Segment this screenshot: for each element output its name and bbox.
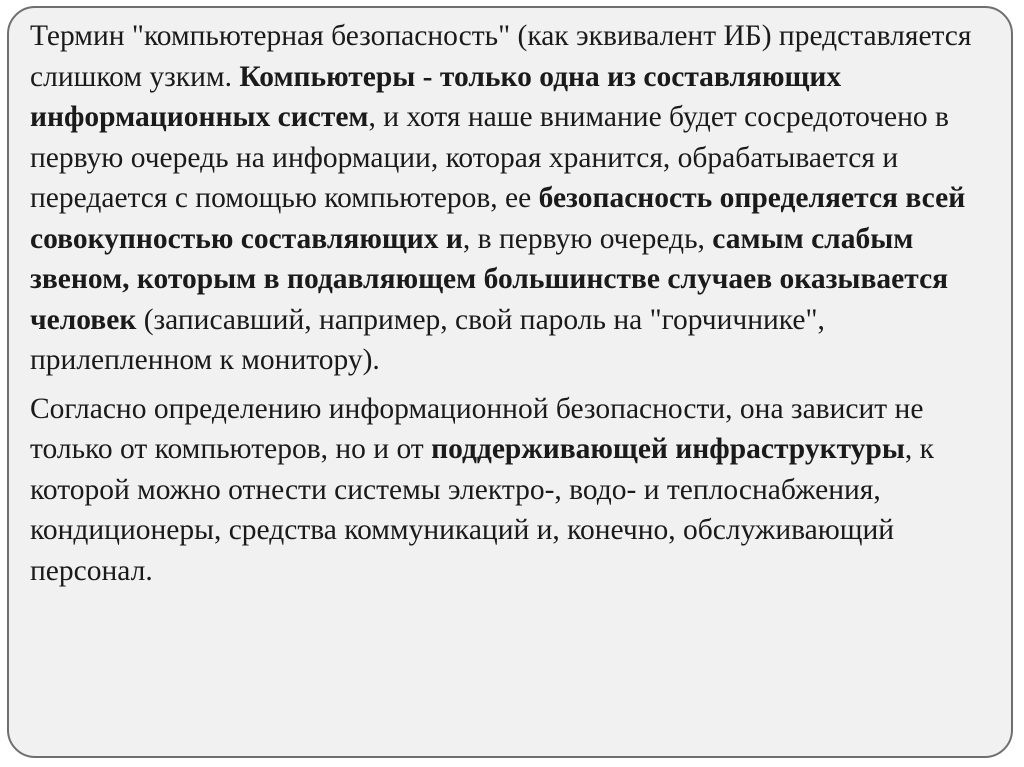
paragraph-1 — [30, 16, 985, 381]
text-segment: , и хотя наше внимание будет сосредоточено в первую очередь на информации, которая хранится, обрабатывается и передается с помощью компьютеров, ее — [30, 101, 957, 214]
text-segment: Термин "компьютерная безопасность" (как эквивалент ИБ) представляется слишком узким. — [30, 20, 979, 93]
slide-content — [30, 16, 985, 591]
text-segment: , к которой можно отнести системы электро-, водо- и теплоснабжения, кондиционеры, средства коммуникаций и, конечно, обслуживающий персонал. — [30, 433, 942, 587]
bold-text-segment: самым слабым звеном, которым в подавляющем большинстве случаев оказывается человек — [30, 222, 949, 336]
text-segment: (записавший, например, свой пароль на "горчичнике", прилепленном к монитору). — [30, 303, 833, 376]
bold-text-segment: безопасность определяется всей совокупностью составляющих и — [30, 182, 966, 255]
paragraph-2 — [30, 389, 985, 592]
bold-text-segment: поддерживающей инфраструктуры — [431, 433, 905, 465]
text-segment: , в первую очередь, — [462, 222, 713, 255]
text-segment: Согласно определению информационной безопасности, она зависит не только от компьютеров, но и от — [30, 392, 931, 465]
bold-text-segment: Компьютеры - только одна из составляющих информационных систем — [30, 60, 842, 133]
